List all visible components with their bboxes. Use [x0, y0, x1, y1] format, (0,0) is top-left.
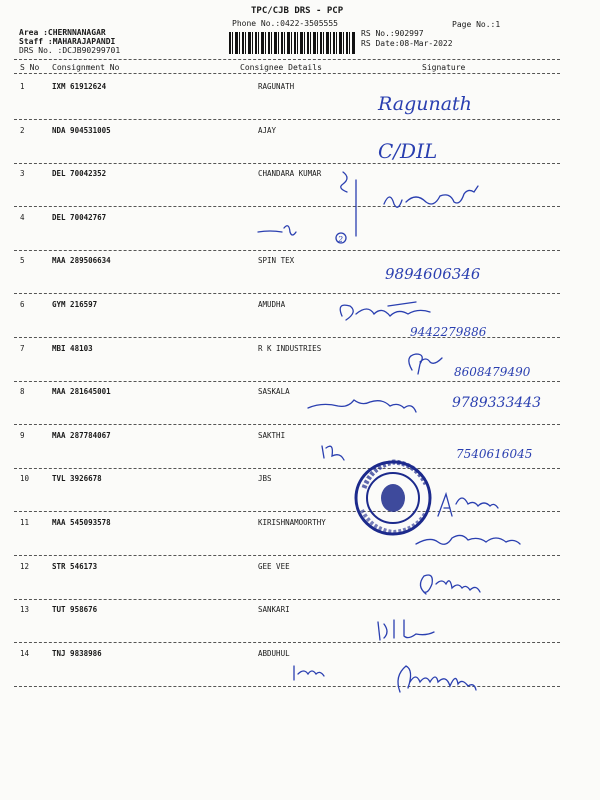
signature-scribble-7 — [409, 354, 442, 374]
row-sno: 9 — [20, 430, 25, 440]
handwritten-cdil: C/DIL — [378, 139, 438, 163]
row-consignment-no: TNJ 9838986 — [52, 648, 102, 658]
row-sno: 6 — [20, 300, 25, 309]
row-consignment-no: MAA 545093578 — [52, 518, 111, 527]
col-consignee: Consignee Details — [240, 63, 322, 72]
signature-scribble-14a — [294, 666, 324, 680]
phone-number: Phone No.:0422-3505555 — [232, 19, 338, 28]
row-consignee: CHANDARA KUMAR — [258, 169, 322, 179]
handwritten-phone-9: 7540616045 — [456, 447, 533, 461]
row-sno: 8 — [20, 387, 25, 397]
col-sno: S No — [20, 63, 40, 72]
row-sno: 11 — [20, 518, 30, 527]
row-consignee: SPIN TEX — [258, 256, 295, 266]
page-number: Page No.:1 — [452, 20, 501, 29]
row-consignment-no: DEL 70042352 — [52, 169, 107, 179]
signature-scribble-8 — [308, 400, 416, 412]
signature-scribble-9 — [322, 446, 344, 460]
signature-gopi — [420, 575, 480, 594]
handwritten-phone-5: 9894606346 — [385, 265, 481, 283]
row-consignment-no: STR 546173 — [52, 561, 98, 571]
row-sno: 3 — [20, 169, 25, 179]
row-sno: 13 — [20, 605, 30, 615]
row-consignee: JBS — [258, 474, 272, 484]
row-consignment-no: TUT 958676 — [52, 605, 98, 615]
row-sno: 4 — [20, 212, 25, 222]
row-consignee: R K INDUSTRIES — [258, 343, 322, 353]
row-sno: 1 — [20, 82, 25, 91]
rs-number: RS No.:902997 — [361, 29, 424, 38]
staff-label: Staff :MAHARAJAPANDI — [19, 37, 116, 46]
signature-scribble-13 — [378, 620, 434, 640]
row-consignee: AMUDHA — [258, 300, 286, 309]
signature-a-rajan — [438, 494, 498, 516]
row-consignment-no: MBI 48103 — [52, 343, 93, 353]
row-consignment-no: IXM 61912624 — [52, 82, 107, 91]
row-consignment-no: NDA 904531005 — [52, 125, 111, 135]
row-consignee: ABDUHUL — [258, 648, 290, 658]
area-label: Area :CHERNNANAGAR — [19, 28, 106, 37]
row-consignee: SAKTHI — [258, 430, 286, 440]
handwritten-phone-8: 9789333443 — [452, 395, 542, 411]
signature-ambalam — [398, 666, 476, 692]
dash-mark — [258, 226, 296, 235]
handwritten-ragunath: Ragunath — [378, 93, 472, 115]
row-consignment-no: MAA 287784067 — [52, 430, 111, 440]
row-consignee: SANKARI — [258, 605, 290, 615]
row-consignee: SASKALA — [258, 387, 290, 397]
document-title: TPC/CJB DRS - PCP — [251, 6, 344, 16]
row-consignee: AJAY — [258, 125, 277, 135]
row-consignee: KIRISHNAMOORTHY — [258, 518, 326, 527]
rs-date: RS Date:08-Mar-2022 — [361, 39, 453, 48]
row-sno: 7 — [20, 343, 25, 353]
row-sno: 12 — [20, 561, 30, 571]
handwritten-mark-4: 2 — [338, 235, 344, 244]
row-consignment-no: MAA 281645001 — [52, 387, 111, 397]
row-sno: 5 — [20, 256, 25, 266]
row-sno: 2 — [20, 125, 25, 135]
drs-number: DRS No. :DCJB90299701 — [19, 46, 121, 55]
row-consignment-no: MAA 289506634 — [52, 256, 111, 266]
col-consignment: Consignment No — [52, 63, 120, 72]
bracket-mark — [341, 172, 347, 192]
company-stamp — [350, 458, 440, 540]
row-sno: 14 — [20, 648, 30, 658]
signature-scribble-6 — [340, 302, 430, 320]
col-signature: Signature — [422, 63, 466, 72]
row-sno: 10 — [20, 474, 30, 484]
handwritten-phone-7: 8608479490 — [454, 365, 531, 379]
row-consignee: RAGUNATH — [258, 82, 295, 91]
row-consignment-no: DEL 70042767 — [52, 212, 107, 222]
row-consignment-no: TVL 3926678 — [52, 474, 102, 484]
row-consignment-no: GYM 216597 — [52, 300, 98, 309]
handwritten-phone-6: 9442279886 — [410, 325, 487, 339]
signature-scribble-3 — [384, 186, 478, 207]
row-consignee: GEE VEE — [258, 561, 290, 571]
